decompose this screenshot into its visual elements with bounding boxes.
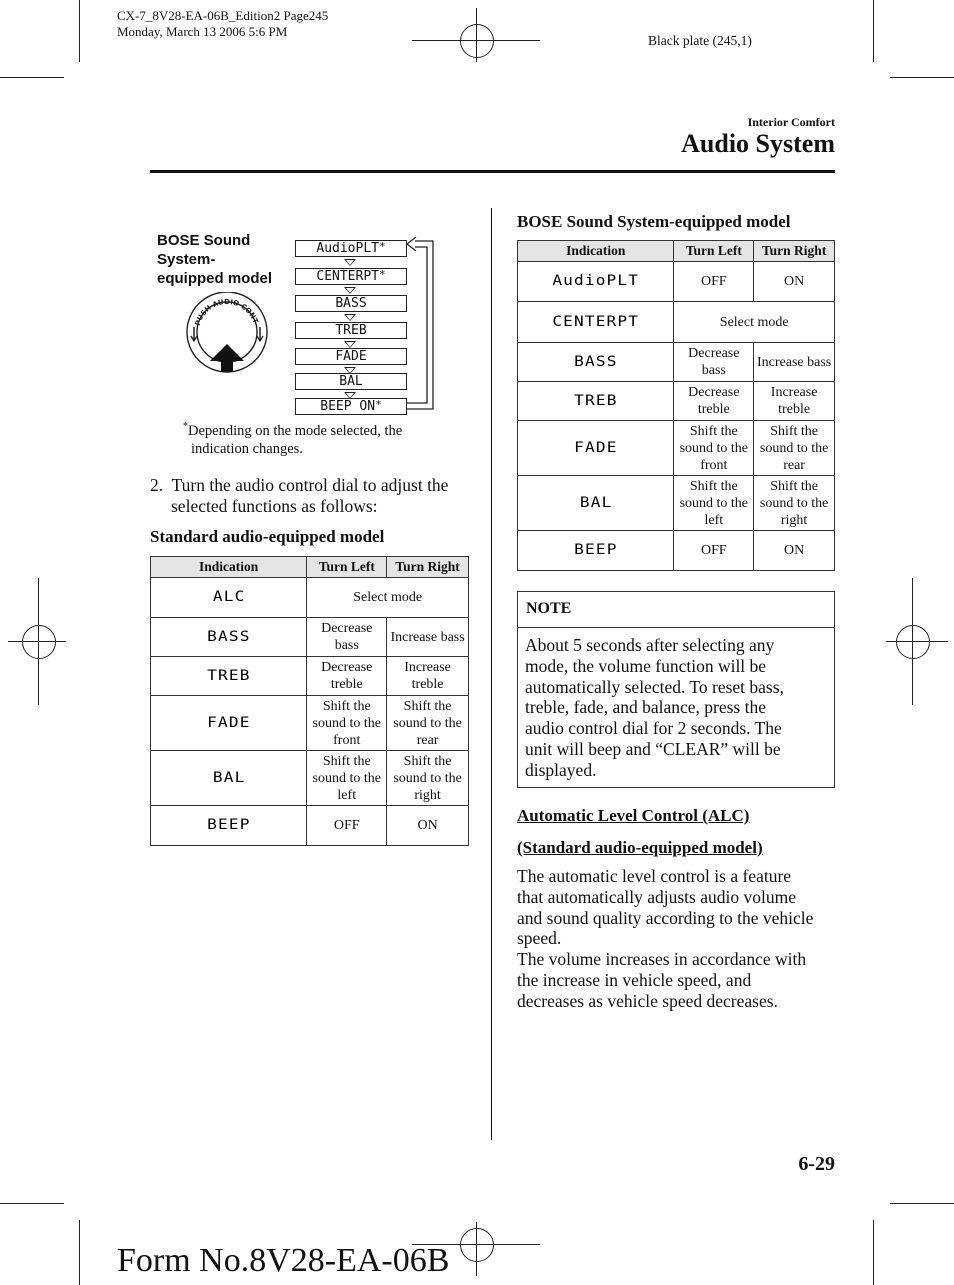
- header-indication: Indication: [151, 557, 307, 578]
- note-title: NOTE: [518, 592, 834, 628]
- column-divider: [491, 208, 492, 1140]
- date-line: Monday, March 13 2006 5:6 PM: [117, 24, 288, 39]
- page-title: Audio System: [681, 129, 835, 158]
- turn-right-cell: ON: [754, 262, 835, 302]
- turn-left-cell: OFF: [674, 262, 754, 302]
- standard-function-table: [150, 556, 469, 846]
- lcd-treb: TREB: [295, 322, 407, 339]
- turn-left-cell: Decrease bass: [307, 618, 387, 657]
- indication-cell: BASS: [518, 343, 674, 382]
- turn-right-cell: Shift the sound to the rear: [754, 421, 835, 476]
- table-row: [518, 343, 835, 382]
- figure-caption: BOSE Sound System- equipped model: [157, 232, 273, 287]
- alc-heading: Automatic Level Control (ALC): [517, 806, 750, 825]
- note-body: About 5 seconds after selecting any mode, the volume function will be automatically selected. To reset bass, treble, fade, and balance, press the audio control dial for 2 seconds. The unit will beep and “CLEAR” will be displayed.: [525, 635, 784, 780]
- action-cell: Select mode: [307, 578, 469, 618]
- indication-cell: CENTERPT: [518, 302, 674, 343]
- return-arrow-icon: [405, 236, 439, 414]
- section-subtitle: Interior Comfort: [747, 115, 835, 129]
- indication-cell: TREB: [518, 382, 674, 421]
- table-row: [518, 302, 835, 343]
- turn-left-cell: Shift the sound to the front: [307, 696, 387, 751]
- turn-right-cell: Increase treble: [387, 657, 469, 696]
- table-row: [151, 618, 469, 657]
- lcd-audioplt: AudioPLT*: [295, 240, 407, 257]
- alc-subheading: (Standard audio-equipped model): [517, 838, 763, 857]
- header-indication: Indication: [518, 241, 674, 262]
- figure-footnote: *Depending on the mode selected, the indication changes.: [183, 421, 403, 458]
- form-number: Form No.8V28-EA-06B: [117, 1242, 450, 1279]
- turn-left-cell: Decrease treble: [307, 657, 387, 696]
- lcd-beep-on: BEEP ON*: [295, 398, 407, 415]
- print-metadata: [117, 8, 328, 40]
- header-turn-right: Turn Right: [387, 557, 469, 578]
- table-header-row: [151, 557, 469, 578]
- table-row: [151, 657, 469, 696]
- note-box: [517, 591, 835, 788]
- table-row: [518, 531, 835, 571]
- indication-cell: BEEP: [151, 806, 307, 846]
- turn-right-cell: ON: [387, 806, 469, 846]
- alc-paragraph: The automatic level control is a feature that automatically adjusts audio volume and sound quality according to the vehicle speed. The volume increases in accordance with the increase in vehicle speed, and decreases as vehicle speed decreases.: [517, 866, 814, 1011]
- table-row: [151, 806, 469, 846]
- lcd-bal: BAL: [295, 373, 407, 390]
- arrow-down-icon: [344, 341, 356, 348]
- indication-cell: FADE: [151, 696, 307, 751]
- turn-right-cell: ON: [754, 531, 835, 571]
- header-turn-left: Turn Left: [307, 557, 387, 578]
- turn-left-cell: OFF: [674, 531, 754, 571]
- arrow-down-icon: [344, 259, 356, 266]
- lcd-fade: FADE: [295, 348, 407, 365]
- plate-label: Black plate (245,1): [648, 33, 752, 48]
- table-row: [151, 578, 469, 618]
- indication-cell: FADE: [518, 421, 674, 476]
- indication-cell: BEEP: [518, 531, 674, 571]
- turn-left-cell: OFF: [307, 806, 387, 846]
- indication-cell: AudioPLT: [518, 262, 674, 302]
- table-row: [151, 751, 469, 806]
- turn-right-cell: Increase bass: [754, 343, 835, 382]
- indication-cell: BASS: [151, 618, 307, 657]
- indication-cell: BAL: [518, 476, 674, 531]
- header-turn-left: Turn Left: [674, 241, 754, 262]
- arrow-down-icon: [344, 287, 356, 294]
- turn-right-cell: Increase bass: [387, 618, 469, 657]
- table-row: [518, 476, 835, 531]
- turn-right-cell: Shift the sound to the right: [754, 476, 835, 531]
- audio-dial-icon: [183, 292, 273, 376]
- turn-left-cell: Shift the sound to the left: [674, 476, 754, 531]
- svg-text:PUSH AUDIO CONT: PUSH AUDIO CONT: [193, 297, 260, 327]
- lcd-bass: BASS: [295, 295, 407, 312]
- header-turn-right: Turn Right: [754, 241, 835, 262]
- arrow-down-icon: [344, 314, 356, 321]
- file-line: CX-7_8V28-EA-06B_Edition2 Page245: [117, 8, 329, 23]
- action-cell: Select mode: [674, 302, 835, 343]
- page-number: 6-29: [798, 1153, 835, 1175]
- bose-function-table: [517, 240, 835, 571]
- turn-left-cell: Decrease treble: [674, 382, 754, 421]
- turn-left-cell: Decrease bass: [674, 343, 754, 382]
- lcd-centerpt: CENTERPT*: [295, 268, 407, 285]
- turn-left-cell: Shift the sound to the front: [674, 421, 754, 476]
- turn-right-cell: Increase treble: [754, 382, 835, 421]
- indication-cell: BAL: [151, 751, 307, 806]
- bose-table-heading: BOSE Sound System-equipped model: [517, 212, 791, 231]
- turn-left-cell: Shift the sound to the left: [307, 751, 387, 806]
- table-row: [518, 262, 835, 302]
- table-row: [518, 382, 835, 421]
- table-row: [151, 696, 469, 751]
- indication-cell: TREB: [151, 657, 307, 696]
- step-2: 2. Turn the audio control dial to adjust the selected functions as follows:: [150, 475, 449, 516]
- indication-cell: ALC: [151, 578, 307, 618]
- turn-right-cell: Shift the sound to the right: [387, 751, 469, 806]
- table-header-row: [518, 241, 835, 262]
- standard-table-heading: Standard audio-equipped model: [150, 527, 385, 546]
- table-row: [518, 421, 835, 476]
- turn-right-cell: Shift the sound to the rear: [387, 696, 469, 751]
- header-rule: [150, 170, 835, 173]
